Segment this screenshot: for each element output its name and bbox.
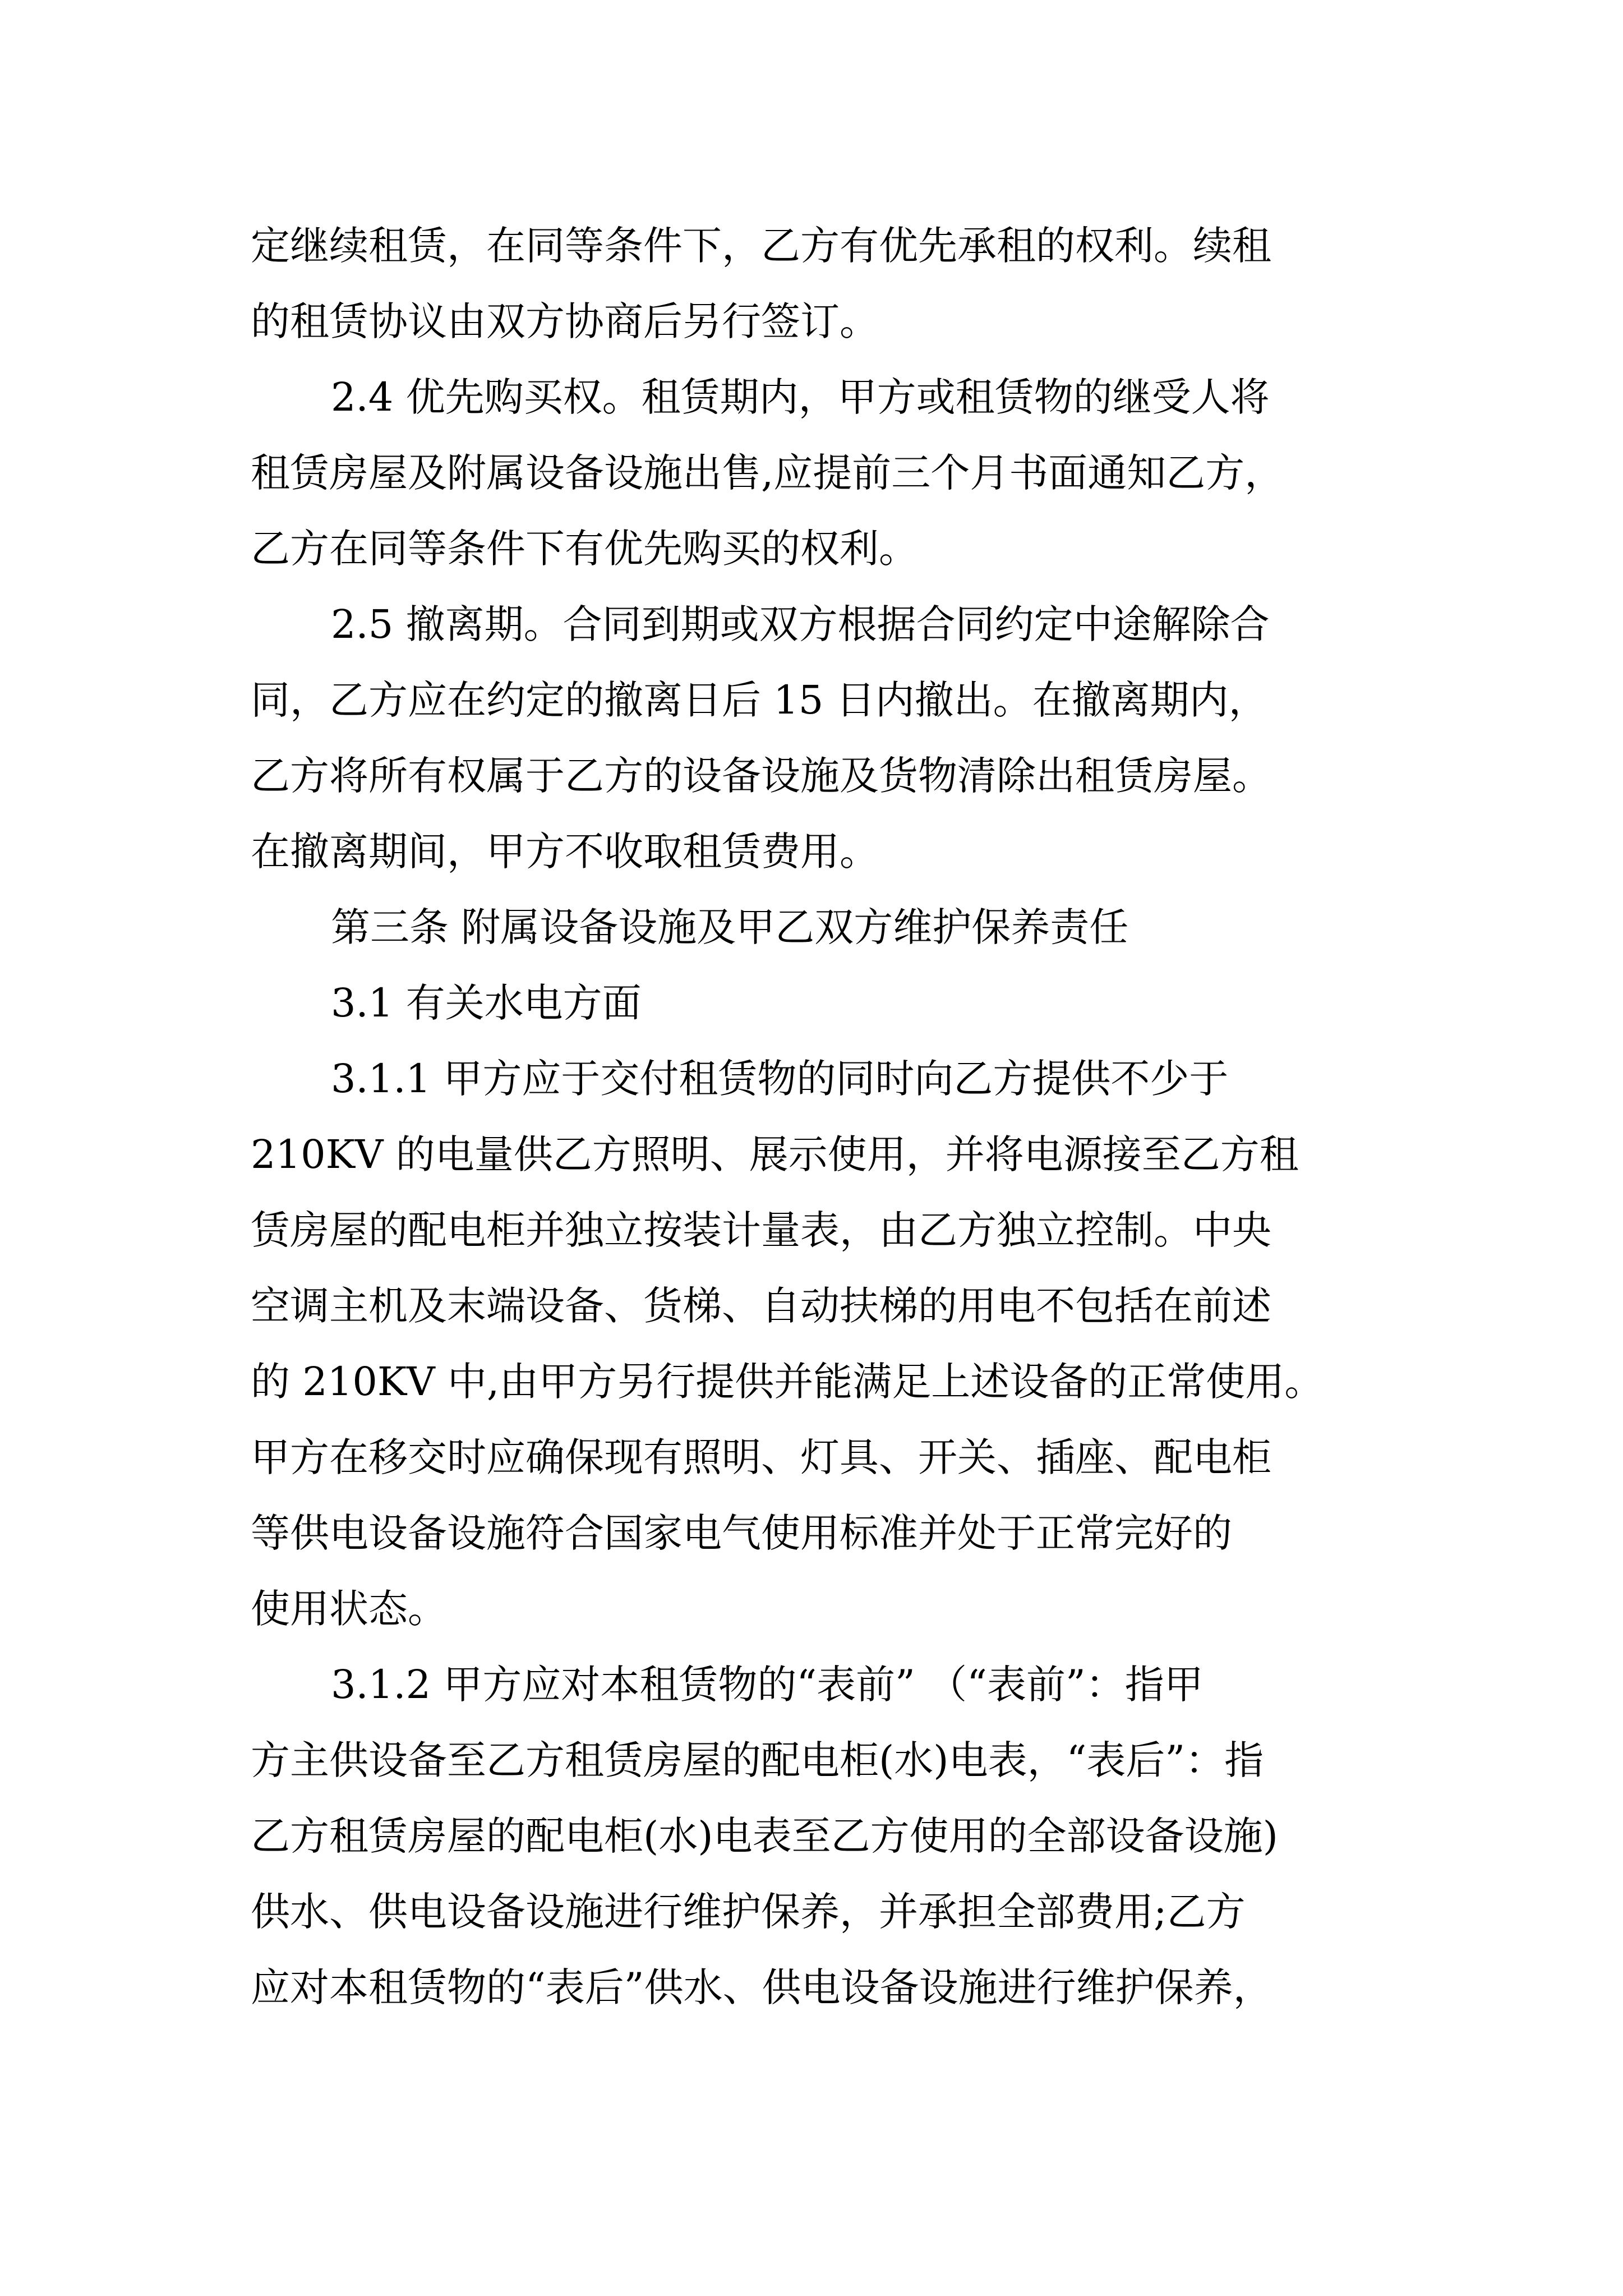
- text-line: 乙方在同等条件下有优先购买的权利。: [251, 526, 918, 572]
- text-line: 2.4 优先购买权。租赁期内，甲方或租赁物的继受人将: [331, 374, 1270, 420]
- text-line: 定继续租赁，在同等条件下，乙方有优先承租的权利。续租: [251, 223, 1271, 269]
- subsection-heading: 3.1 有关水电方面: [331, 980, 642, 1026]
- text-line: 210KV 的电量供乙方照明、展示使用，并将电源接至乙方租: [251, 1131, 1299, 1177]
- text-line: 乙方将所有权属于乙方的设备设施及货物清除出租赁房屋。: [251, 753, 1271, 799]
- text-line: 乙方租赁房屋的配电柜(水)电表至乙方使用的全部设备设施): [251, 1813, 1278, 1859]
- text-line: 的租赁协议由双方协商后另行签订。: [251, 298, 879, 344]
- text-line: 应对本租赁物的“表后”供水、供电设备设施进行维护保养，: [251, 1964, 1272, 2010]
- text-line: 使用状态。: [251, 1586, 447, 1632]
- text-line: 的 210KV 中,由甲方另行提供并能满足上述设备的正常使用。: [251, 1359, 1324, 1405]
- text-line: 3.1.2 甲方应对本租赁物的“表前” （“表前”：指甲: [331, 1662, 1204, 1708]
- text-line: 在撤离期间，甲方不收取租赁费用。: [251, 829, 879, 875]
- section-heading: 第三条 附属设备设施及甲乙双方维护保养责任: [331, 904, 1129, 950]
- text-line: 方主供设备至乙方租赁房屋的配电柜(水)电表，“表后”：指: [251, 1737, 1264, 1783]
- text-line: 空调主机及末端设备、货梯、自动扶梯的用电不包括在前述: [251, 1283, 1271, 1329]
- text-line: 同，乙方应在约定的撤离日后 15 日内撤出。在撤离期内，: [251, 677, 1268, 723]
- text-line: 2.5 撤离期。合同到期或双方根据合同约定中途解除合: [331, 601, 1270, 647]
- text-line: 赁房屋的配电柜并独立按装计量表，由乙方独立控制。中央: [251, 1207, 1271, 1253]
- text-line: 3.1.1 甲方应于交付租赁物的同时向乙方提供不少于: [331, 1056, 1229, 1102]
- text-line: 租赁房屋及附属设备设施出售,应提前三个月书面通知乙方，: [251, 450, 1284, 496]
- text-line: 等供电设备设施符合国家电气使用标准并处于正常完好的: [251, 1510, 1232, 1556]
- text-line: 甲方在移交时应确保现有照明、灯具、开关、插座、配电柜: [251, 1434, 1271, 1480]
- text-line: 供水、供电设备设施进行维护保养，并承担全部费用;乙方: [251, 1889, 1246, 1935]
